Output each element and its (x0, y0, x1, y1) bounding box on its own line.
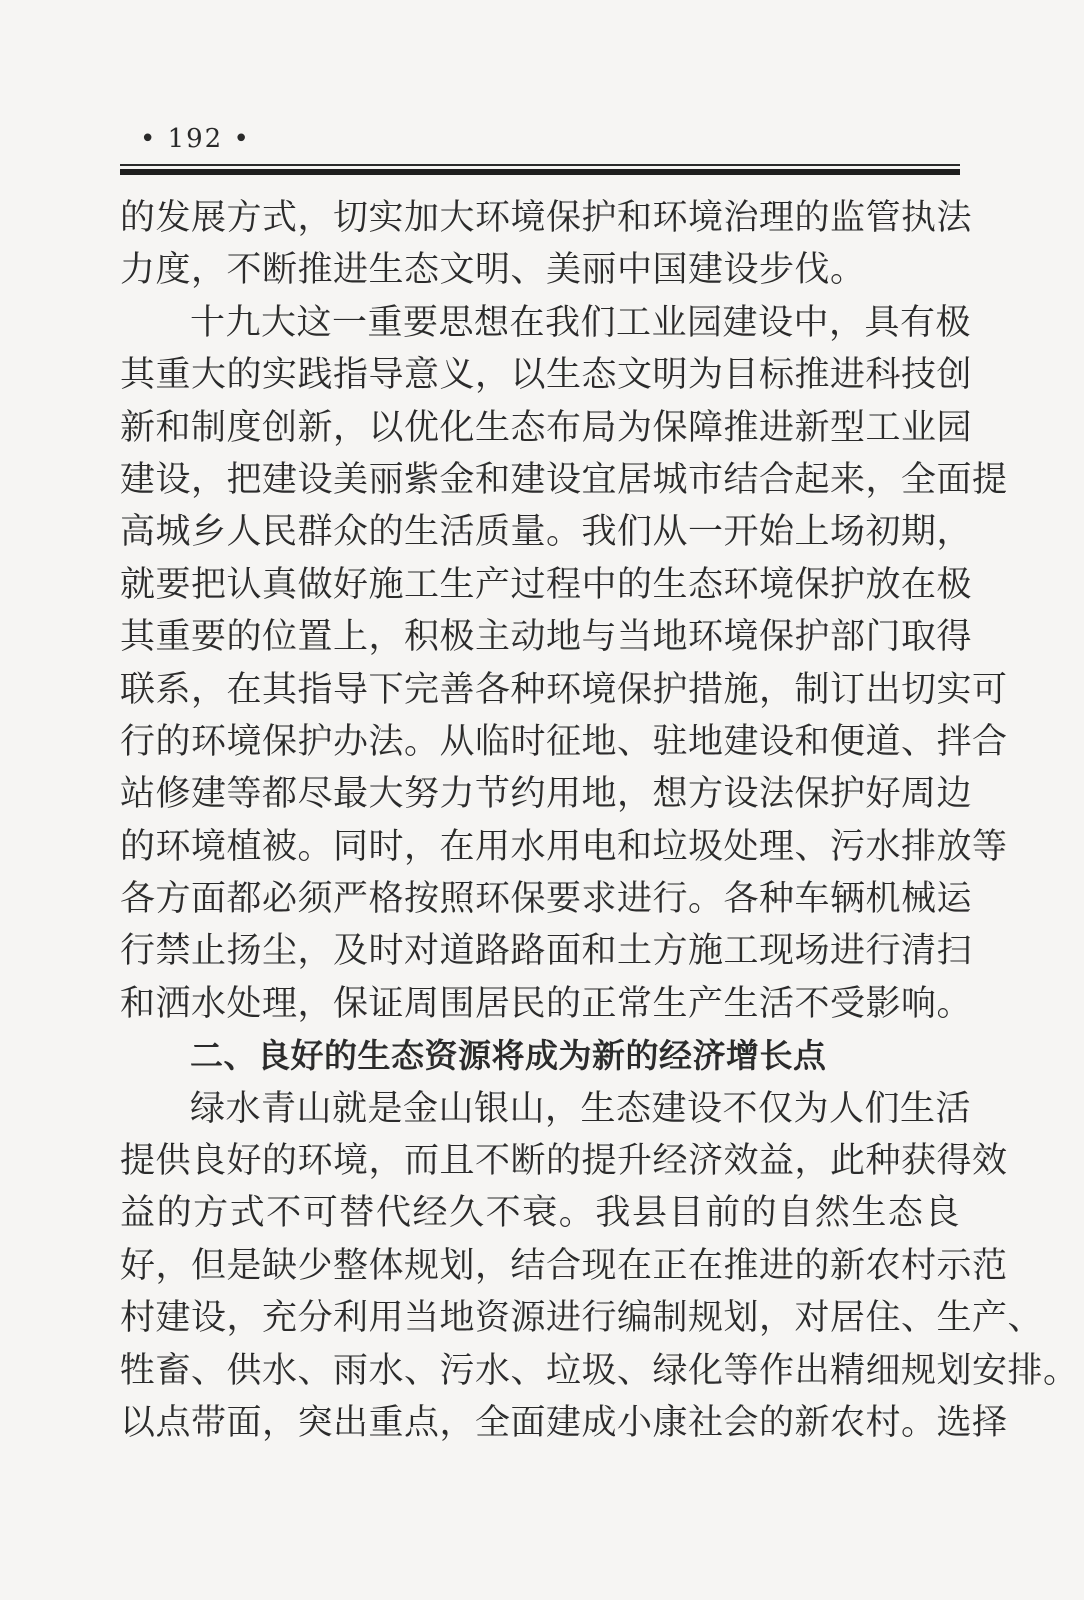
text-line: 牲畜、供水、雨水、污水、垃圾、绿化等作出精细规划安排。 (120, 1350, 1079, 1391)
text-line: 益的方式不可替代经久不衰。我县目前的自然生态良 (120, 1193, 960, 1234)
text-line: 建设，把建设美丽紫金和建设宜居城市结合起来，全面提 (120, 459, 1008, 500)
text-line: 的环境植被。同时，在用水用电和垃圾处理、污水排放等 (120, 826, 1008, 867)
text-line: 十九大这一重要思想在我们工业园建设中，具有极 (190, 302, 972, 343)
text-line: 力度，不断推进生态文明、美丽中国建设步伐。 (120, 250, 866, 291)
text-line: 其重要的位置上，积极主动地与当地环境保护部门取得 (120, 617, 973, 658)
text-line: 站修建等都尽最大努力节约用地，想方设法保护好周边 (120, 774, 973, 815)
text-line: 新和制度创新，以优化生态布局为保障推进新型工业园 (120, 407, 973, 448)
text-line: 行禁止扬尘，及时对道路路面和土方施工现场进行清扫 (120, 931, 973, 972)
page-number: • 192 • (140, 124, 251, 154)
text-line: 好，但是缺少整体规划，结合现在正在推进的新农村示范 (120, 1245, 1008, 1286)
text-line: 提供良好的环境，而且不断的提升经济效益，此种获得效 (120, 1141, 1008, 1182)
body-text (120, 192, 1079, 1449)
section-heading: 二、良好的生态资源将成为新的经济增长点 (190, 1036, 827, 1076)
text-line: 高城乡人民群众的生活质量。我们从一开始上场初期， (120, 512, 973, 553)
page-header (120, 120, 960, 180)
text-line: 绿水青山就是金山银山，生态建设不仅为人们生活 (190, 1088, 972, 1129)
text-line: 以点带面，突出重点，全面建成小康社会的新农村。选择 (120, 1402, 1008, 1443)
text-line: 和洒水处理，保证周围居民的正常生产生活不受影响。 (120, 983, 973, 1024)
text-line: 各方面都必须严格按照环保要求进行。各种车辆机械运 (120, 879, 973, 920)
header-rule-thick (120, 169, 960, 175)
text-line: 就要把认真做好施工生产过程中的生态环境保护放在极 (120, 564, 973, 605)
header-rule-thin (120, 164, 960, 166)
text-line: 联系，在其指导下完善各种环境保护措施，制订出切实可 (120, 669, 1008, 710)
text-line: 其重大的实践指导意义，以生态文明为目标推进科技创 (120, 355, 973, 396)
text-line: 的发展方式，切实加大环境保护和环境治理的监管执法 (120, 198, 973, 238)
text-line: 村建设，充分利用当地资源进行编制规划，对居住、生产、 (120, 1298, 1044, 1339)
text-line: 行的环境保护办法。从临时征地、驻地建设和便道、拌合 (120, 721, 1008, 762)
